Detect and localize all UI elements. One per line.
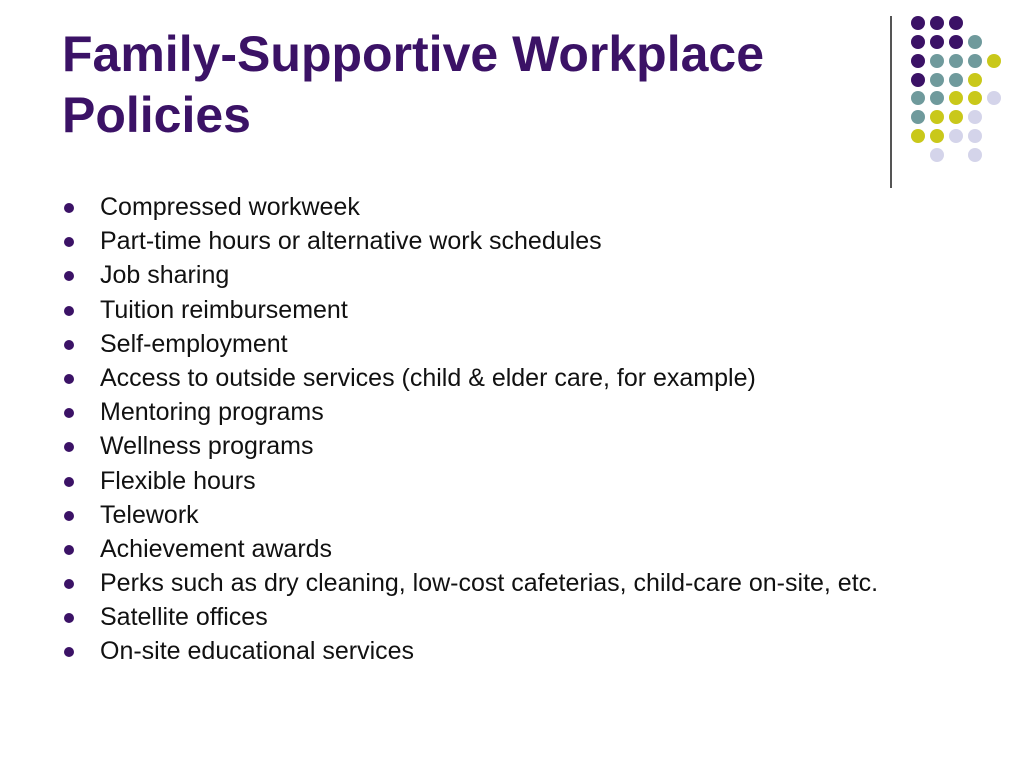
decorative-dot <box>949 91 963 105</box>
list-item <box>62 570 962 596</box>
decorative-dot <box>911 35 925 49</box>
list-item <box>62 262 962 288</box>
list-item-text: Compressed workweek <box>100 193 360 221</box>
list-item <box>62 604 962 630</box>
decorative-dot <box>930 129 944 143</box>
bullet-dot <box>64 374 74 384</box>
bullet-dot <box>64 408 74 418</box>
decorative-dot <box>968 73 982 87</box>
list-item <box>62 194 962 220</box>
list-item-text: Mentoring programs <box>100 398 324 427</box>
list-item <box>62 399 962 425</box>
decorative-dot <box>930 54 944 68</box>
bullet-dot <box>64 340 74 350</box>
bullet-dot <box>64 203 74 213</box>
decorative-dot <box>949 129 963 143</box>
list-item <box>62 638 962 664</box>
decorative-dot <box>911 16 925 30</box>
bullet-dot <box>64 237 74 247</box>
list-item-text: Wellness programs <box>100 432 314 461</box>
bullet-dot <box>64 613 74 623</box>
bullet-dot <box>64 579 74 589</box>
bullet-dot <box>64 545 74 555</box>
decorative-dot <box>930 35 944 49</box>
list-item-text: Satellite offices <box>100 603 268 632</box>
decorative-dot <box>930 91 944 105</box>
decorative-dot <box>949 73 963 87</box>
decorative-dot <box>911 91 925 105</box>
decorative-dot <box>968 91 982 105</box>
decorative-dot <box>949 110 963 124</box>
list-item-text: Self-employment <box>100 329 288 358</box>
list-item <box>62 331 962 357</box>
decorative-dot <box>911 73 925 87</box>
bullet-dot <box>64 477 74 487</box>
bullet-dot <box>64 511 74 521</box>
list-item-text: Job sharing <box>100 261 230 290</box>
decorative-dot <box>930 148 944 162</box>
list-item-text: Tuition reimbursement <box>100 295 348 324</box>
bullet-dot <box>64 442 74 452</box>
list-item-text: Achievement awards <box>100 534 333 563</box>
list-item-text: Flexible hours <box>100 466 256 495</box>
decorative-dot <box>987 91 1001 105</box>
list-item-text: Part-time hours or alternative work schedules <box>100 227 602 256</box>
list-item-text: Access to outside services (child & elder care, for example) <box>100 363 756 392</box>
decorative-dot <box>930 16 944 30</box>
list-item <box>62 297 962 323</box>
list-item-text: Telework <box>100 500 199 529</box>
decorative-dot <box>968 54 982 68</box>
decorative-dot <box>968 35 982 49</box>
list-item-text: Perks such as dry cleaning, low-cost cafeterias, child-care on-site, etc. <box>100 569 879 598</box>
decorative-dot <box>949 54 963 68</box>
decorative-dot <box>987 54 1001 68</box>
list-item-text: On-site educational services <box>100 637 415 666</box>
bullet-dot <box>64 306 74 316</box>
decorative-dot <box>911 110 925 124</box>
bullet-dot <box>64 271 74 281</box>
decorative-dot <box>968 129 982 143</box>
decorative-dot <box>911 129 925 143</box>
decorative-dot <box>949 16 963 30</box>
decorative-dot <box>968 110 982 124</box>
slide-title: Family-Supportive Workplace Policies <box>62 26 765 143</box>
bullet-list <box>62 194 962 673</box>
bullet-dot <box>64 647 74 657</box>
list-item <box>62 468 962 494</box>
decorative-dot-grid <box>0 0 1024 200</box>
decorative-dot <box>968 148 982 162</box>
list-item <box>62 365 962 391</box>
decorative-dot <box>930 110 944 124</box>
list-item <box>62 228 962 254</box>
list-item <box>62 502 962 528</box>
list-item <box>62 536 962 562</box>
decorative-dot <box>911 54 925 68</box>
list-item <box>62 433 962 459</box>
decorative-dot <box>930 73 944 87</box>
decorative-dot <box>949 35 963 49</box>
